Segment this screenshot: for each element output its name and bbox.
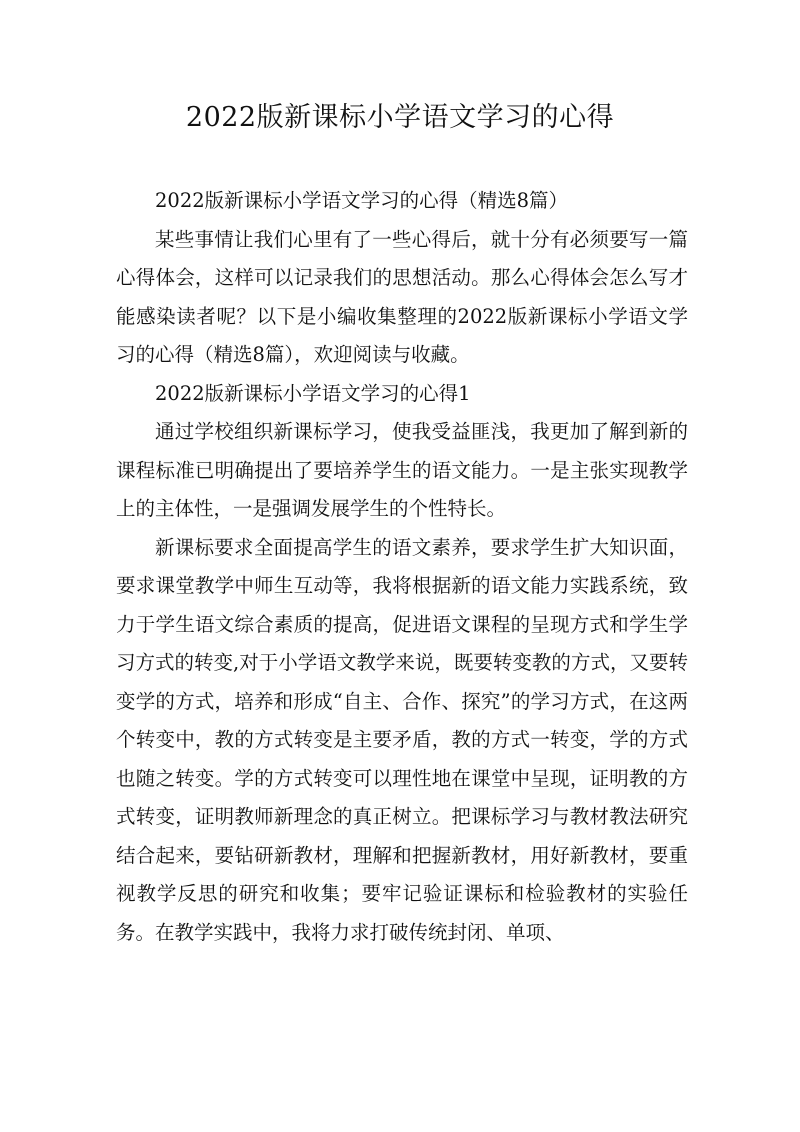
- document-body: [116, 182, 688, 952]
- subtitle-paragraph: 2022版新课标小学语文学习的心得（精选8篇）: [155, 189, 569, 212]
- section-heading: 2022版新课标小学语文学习的心得1: [155, 381, 471, 405]
- body-paragraph: 新课标要求全面提高学生的语文素养，要求学生扩大知识面，要求课堂教学中师生互动等，我将根据新的语文能力实践系统，致力于学生语文综合素质的提高，促进语文课程的呈现方式和学生学习方式的转变,对于小学语文教学来说，既要转变教的方式，又要转变学的方式，培养和形成“自主、合作、探究”的学习方式，在这两个转变中，教的方式转变是主要矛盾，教的方式一转变，学的方式也随之转变。学的方式转变可以理性地在课堂中呈现，证明教的方式转变，证明教师新理念的真正树立。把课标学习与教材教法研究结合起来，要钻研新教材，理解和把握新教材，用好新教材，要重视教学反思的研究和收集；要牢记验证课标和检验教材的实验任务。在教学实践中，我将力求打破传统封闭、单项、: [116, 535, 688, 944]
- body-paragraph: 通过学校组织新课标学习，使我受益匪浅，我更加了解到新的课程标准已明确提出了要培养学生的语文能力。一是主张实现教学上的主体性，一是强调发展学生的个性特长。: [116, 420, 688, 520]
- intro-paragraph: 某些事情让我们心里有了一些心得后，就十分有必须要写一篇心得体会，这样可以记录我们的思想活动。那么心得体会怎么写才能感染读者呢？以下是小编收集整理的2022版新课标小学语文学习的心得（精选8篇），欢迎阅读与收藏。: [116, 227, 688, 366]
- document-title: 2022版新课标小学语文学习的心得: [185, 102, 615, 133]
